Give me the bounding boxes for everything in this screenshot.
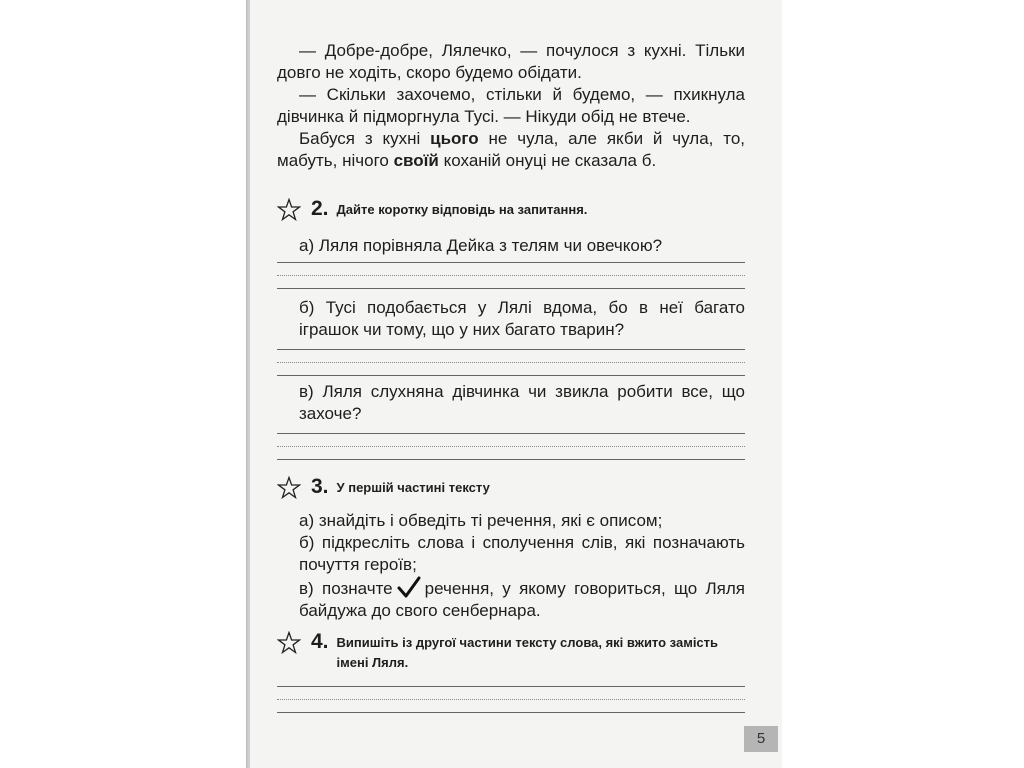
task-3c-text: речення, у якому говориться, що Ляля байдужа до свого сенбернара. (299, 579, 745, 620)
task-number: 3. (311, 475, 329, 498)
task-number: 2. (311, 197, 329, 220)
answer-guide-line (277, 699, 745, 700)
answer-line[interactable] (277, 459, 745, 460)
task-3c (277, 576, 745, 622)
answer-line[interactable] (277, 433, 745, 434)
star-outline-icon (277, 631, 301, 655)
task-instruction: Випишіть із другої частини тексту слова, які вжито замість імені Ляля. (336, 635, 719, 670)
passage-text: коханій онуці не сказала б. (438, 151, 657, 170)
question-text: в) Ляля слухняна дівчинка чи звикла робити все, що захоче? (299, 382, 745, 423)
answer-line[interactable] (277, 288, 745, 289)
task-4-header (277, 631, 747, 673)
task-2-header (277, 198, 747, 222)
task-number: 4. (311, 630, 329, 653)
task-3b: б) підкресліть слова і сполучення слів, які позначають почуття героїв; (299, 533, 745, 574)
answer-line[interactable] (277, 712, 745, 713)
passage-paragraph-2: — Скільки захочемо, стільки й будемо, — пхикнула дівчинка й підморгнула Тусі. — Нікуди обід не втече. (277, 85, 745, 126)
checkmark-icon (397, 576, 421, 598)
passage-text: Бабуся з кухні (299, 129, 431, 148)
answer-guide-line (277, 362, 745, 363)
answer-guide-line (277, 275, 745, 276)
answer-line[interactable] (277, 262, 745, 263)
task-3c-text: в) позначте (299, 579, 393, 598)
reading-passage (277, 40, 745, 172)
task-instruction: У першій частині тексту (336, 480, 490, 495)
task-3a: а) знайдіть і обведіть ті речення, які є описом; (299, 511, 663, 530)
answer-guide-line (277, 446, 745, 447)
question-text: б) Тусі подобається у Лялі вдома, бо в неї багато іграшок чи тому, що у них багато тварин? (299, 298, 745, 339)
task-3-header (277, 476, 747, 500)
star-outline-icon (277, 476, 301, 500)
question-2c (277, 381, 745, 425)
passage-paragraph-1: — Добре-добре, Лялечко, — почулося з кухні. Тільки довго не ходіть, скоро будемо обідати. (277, 41, 745, 82)
page-number: 5 (744, 726, 778, 752)
question-2b (277, 297, 745, 341)
task-instruction: Дайте коротку відповідь на запитання. (336, 202, 588, 217)
bold-word: своїй (393, 151, 439, 170)
answer-line[interactable] (277, 686, 745, 687)
answer-line[interactable] (277, 349, 745, 350)
task-3-list (277, 510, 745, 622)
bold-word: цього (430, 129, 479, 148)
question-text: а) Ляля порівняла Дейка з телям чи овечкою? (299, 236, 663, 255)
passage-paragraph-3 (277, 128, 745, 172)
passage-text: не чула, але якби й чула, то, мабуть, нічого (277, 129, 745, 170)
answer-line[interactable] (277, 375, 745, 376)
star-outline-icon (277, 198, 301, 222)
question-2a (277, 235, 745, 257)
